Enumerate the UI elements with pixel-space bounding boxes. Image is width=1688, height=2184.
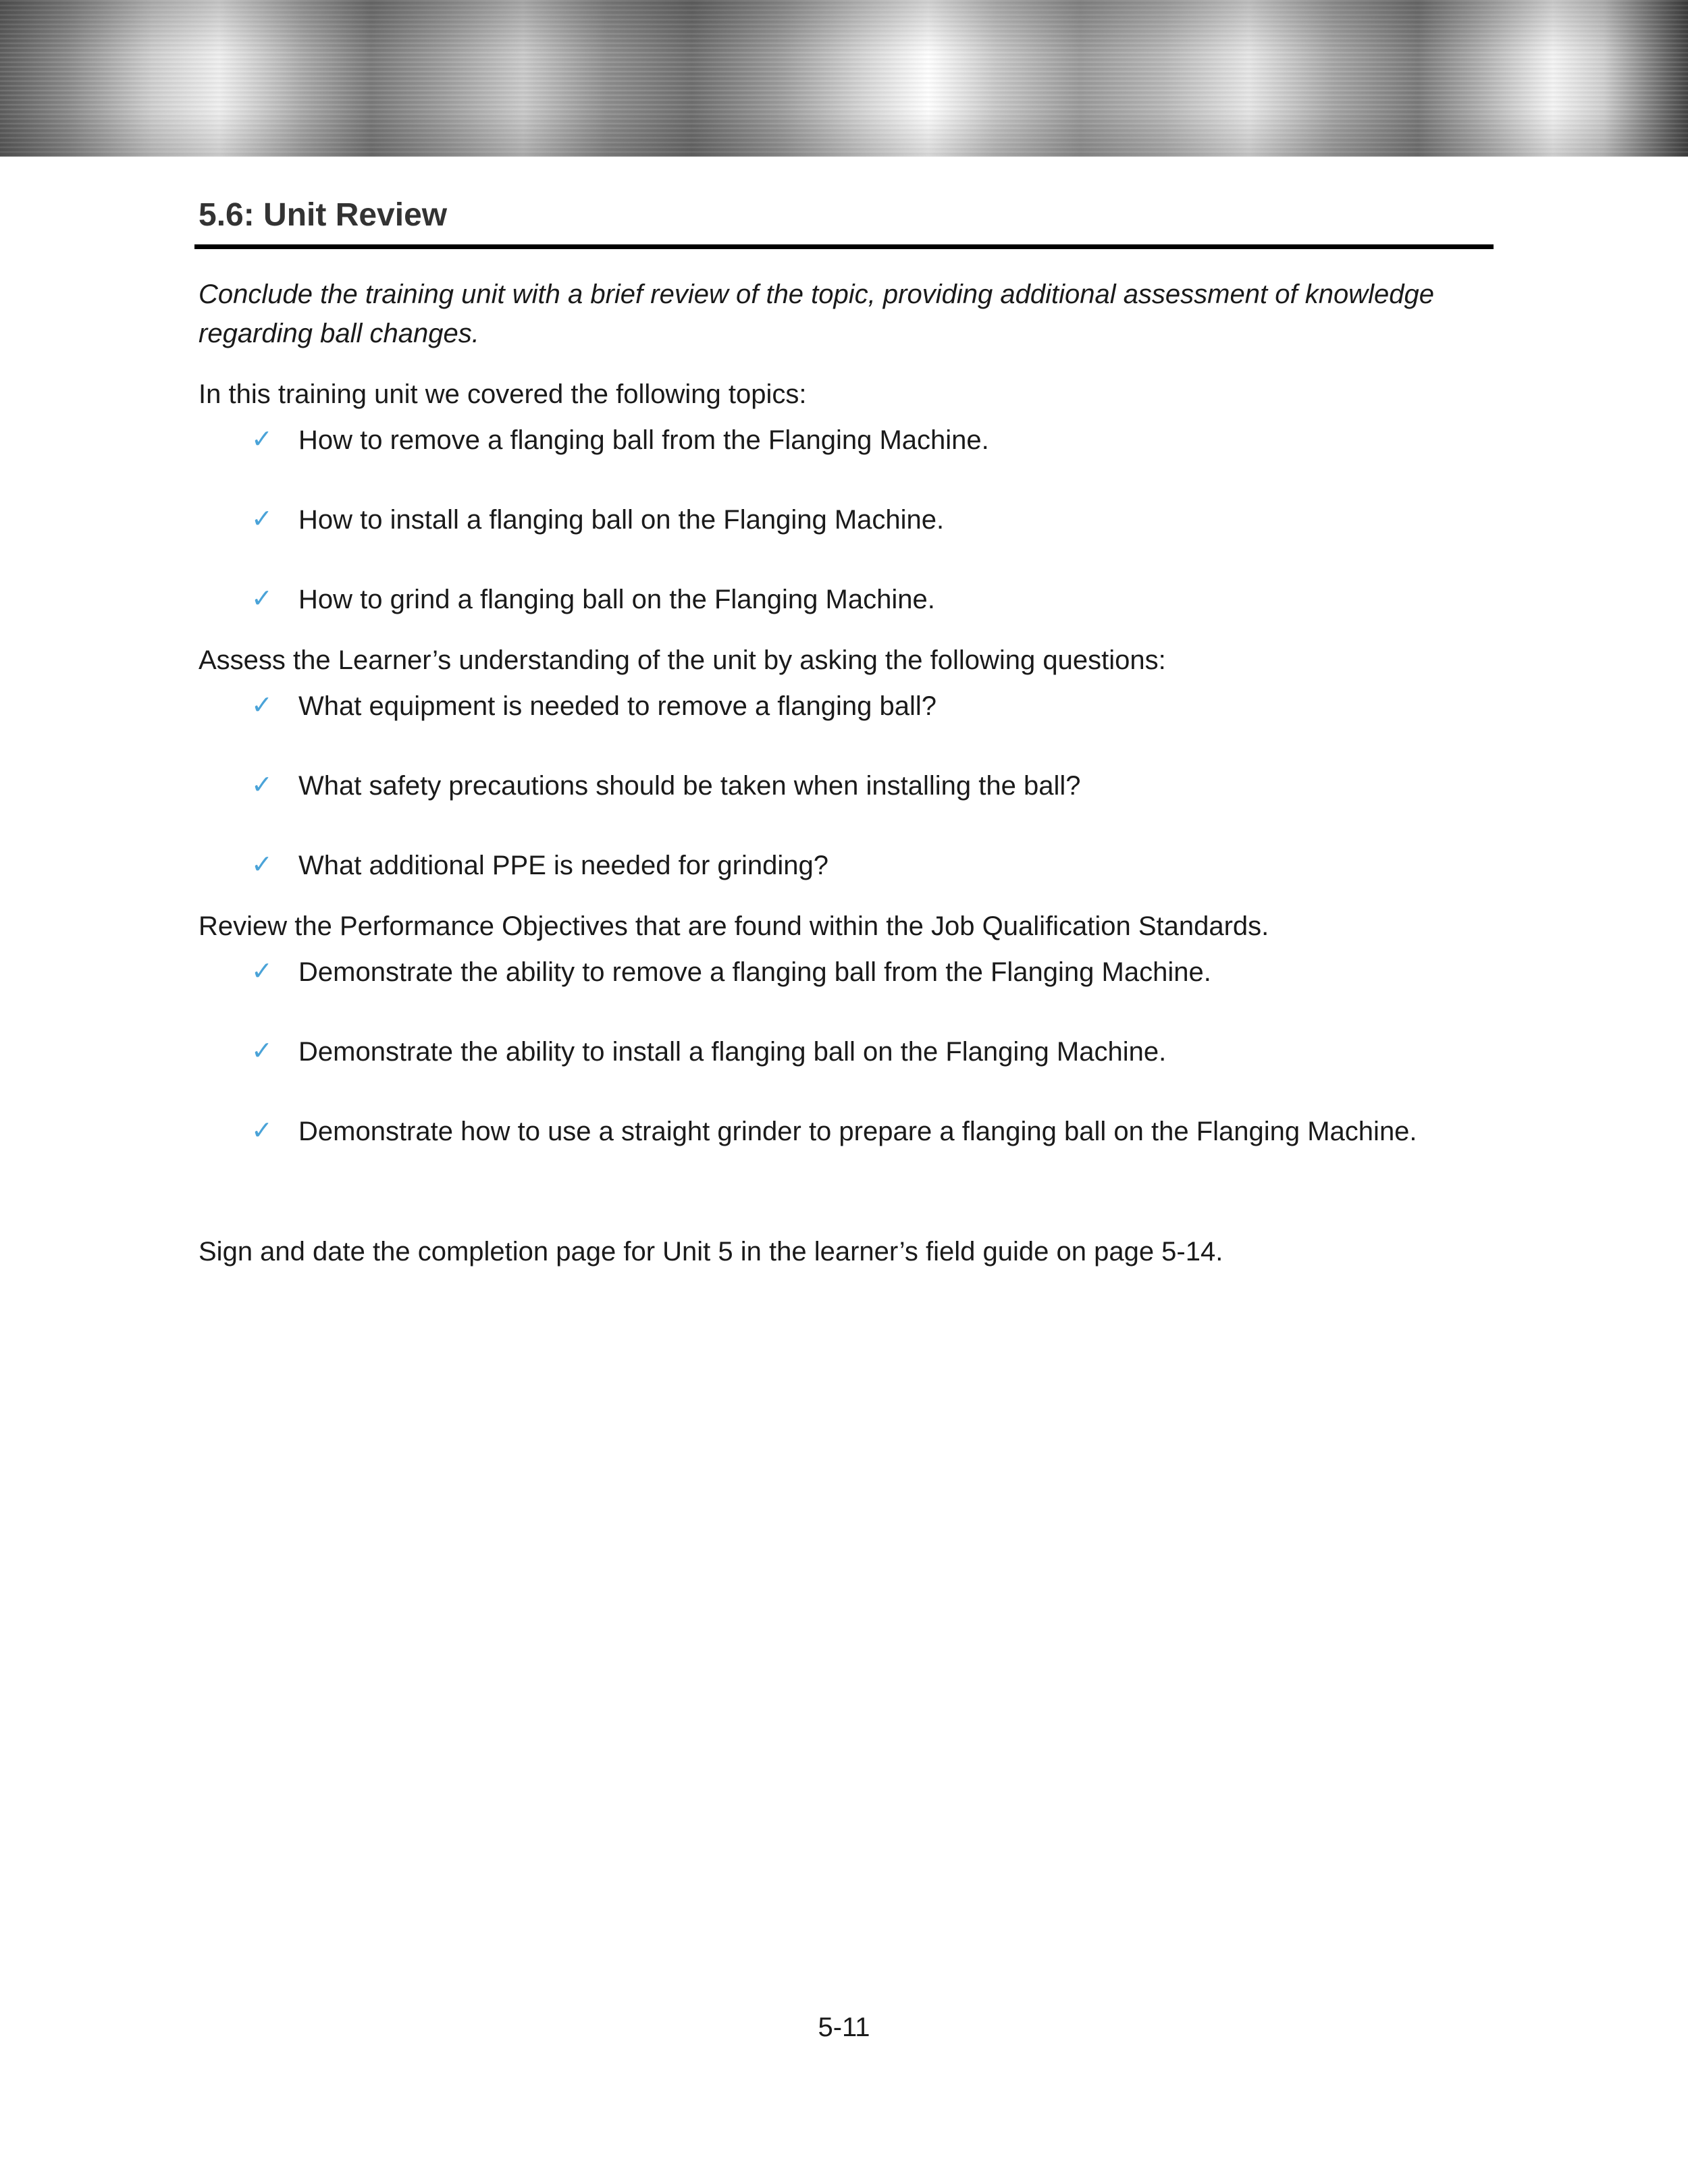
list-item <box>199 500 1494 539</box>
checkmark-icon: ✓ <box>251 503 273 533</box>
list-item-text: Demonstrate how to use a straight grinder to prepare a flanging ball on the Flanging Machine. <box>298 1116 1417 1146</box>
checkmark-icon: ✓ <box>251 955 273 986</box>
main-content <box>199 196 1494 1271</box>
checkmark-icon: ✓ <box>251 423 273 454</box>
questions-lead: Assess the Learner’s understanding of the unit by asking the following questions: <box>199 645 1166 675</box>
list-item <box>199 953 1494 992</box>
list-item <box>199 1112 1494 1151</box>
list-item-text: Demonstrate the ability to install a flanging ball on the Flanging Machine. <box>298 1036 1167 1067</box>
checkmark-icon: ✓ <box>251 583 273 613</box>
checkmark-icon: ✓ <box>251 1115 273 1145</box>
page-title: 5.6: Unit Review <box>199 197 448 233</box>
title-divider <box>194 244 1494 249</box>
list-item-text: How to install a flanging ball on the Flanging Machine. <box>298 504 945 535</box>
checkmark-icon: ✓ <box>251 689 273 720</box>
list-item-text: What safety precautions should be taken when installing the ball? <box>298 770 1081 801</box>
objectives-list <box>199 953 1494 1151</box>
list-item <box>199 687 1494 726</box>
list-item-text: What additional PPE is needed for grinding? <box>298 850 828 880</box>
list-item <box>199 580 1494 619</box>
list-item <box>199 421 1494 460</box>
questions-list <box>199 687 1494 885</box>
list-item <box>199 846 1494 885</box>
list-item-text: How to grind a flanging ball on the Flanging Machine. <box>298 584 935 614</box>
list-item-text: How to remove a flanging ball from the Flanging Machine. <box>298 425 989 455</box>
page-number: 5-11 <box>818 2013 870 2042</box>
topics-lead: In this training unit we covered the following topics: <box>199 379 807 409</box>
checkmark-icon: ✓ <box>251 849 273 879</box>
list-item-text: What equipment is needed to remove a flanging ball? <box>298 691 937 721</box>
intro-paragraph: Conclude the training unit with a brief review of the topic, providing additional assessment of knowledge regarding ball changes. <box>199 279 1434 348</box>
list-item-text: Demonstrate the ability to remove a flanging ball from the Flanging Machine. <box>298 957 1211 987</box>
header-banner <box>0 0 1688 157</box>
topics-list <box>199 421 1494 619</box>
closing-instruction: Sign and date the completion page for Unit 5 in the learner’s field guide on page 5-14. <box>199 1236 1223 1267</box>
objectives-lead: Review the Performance Objectives that are found within the Job Qualification Standards. <box>199 911 1269 941</box>
list-item <box>199 1032 1494 1071</box>
checkmark-icon: ✓ <box>251 769 273 799</box>
checkmark-icon: ✓ <box>251 1035 273 1065</box>
list-item <box>199 766 1494 805</box>
